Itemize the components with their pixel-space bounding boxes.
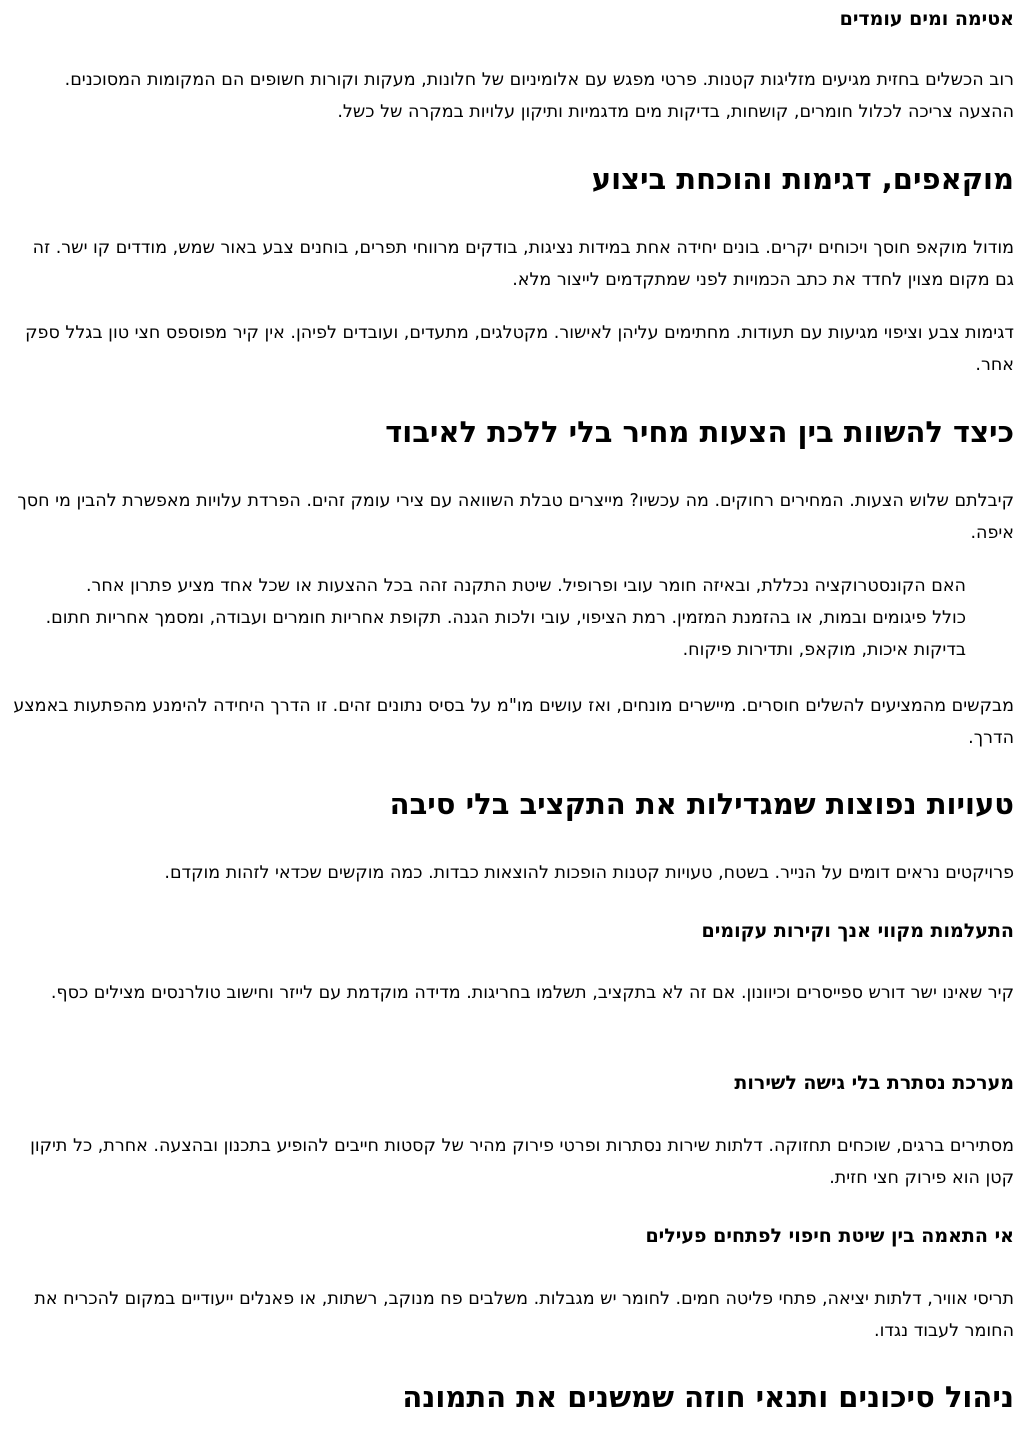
paragraph-compare-outro: מבקשים מהמציעים להשלים חוסרים. מיישרים מונחים, ואז עושים מו"מ על בסיס נתונים זהים. זו הדרך היחידה להימנע מהפתעות באמצע הדרך. (13, 696, 1014, 748)
subheading-plumb-lines: התעלמות מקווי אנך וקירות עקומים (701, 920, 1014, 942)
paragraph-active-openings: תריסי אוויר, דלתות יציאה, פתחי פליטה חמים. לחומר יש מגבלות. משלבים פח מנוקב, רשתות, או פאנלים ייעודיים במקום להכריח את החומר לעבוד נגדו. (34, 1289, 1014, 1341)
paragraph-plumb-lines: קיר שאינו ישר דורש ספייסרים וכיוונון. אם זה לא בתקציב, תשלמו בחריגות. מדידה מוקדמת עם לייזר וחישוב טולרנסים מצילים כסף. (50, 983, 1014, 1003)
paragraph-compare-intro: קיבלתם שלוש הצעות. המחירים רחוקים. מה עכשיו? מייצרים טבלת השוואה עם צירי עומק זהים. הפרדת עלויות מאפשרת להבין מי חסך איפה. (17, 491, 1014, 543)
section-heading-mistakes: טעויות נפוצות שמגדילות את התקציב בלי סיבה (389, 787, 1014, 821)
section-heading-mockups: מוקאפים, דגימות והוכחת ביצוע (591, 162, 1014, 196)
paragraph-mockups-2: דגימות צבע וציפוי מגיעות עם תעודות. מחתימים עליהן לאישור. מקטלגים, מתעדים, ועובדים לפיהן. אין קיר מפוספס חצי טון בגלל ספק אחר. (25, 323, 1014, 375)
subheading-hidden-system: מערכת נסתרת בלי גישה לשירות (734, 1072, 1014, 1094)
subheading-active-openings: אי התאמה בין שיטת חיפוי לפתחים פעילים (645, 1225, 1014, 1247)
compare-checklist (10, 570, 1014, 666)
paragraph-mockups-1: מודול מוקאפ חוסך ויכוחים יקרים. בונים יחידה אחת במידות נציגות, בודקים מרווחי תפרים, בוחנים צבע באור שמש, מודדים קו ישר. זה גם מקום מצוין לחדד את כתב הכמויות לפני שמתקדמים לייצור מלא. (32, 238, 1014, 290)
paragraph-mistakes-intro: פרויקטים נראים דומים על הנייר. בשטח, טעויות קטנות הופכות להוצאות כבדות. כמה מוקשים שכדאי לזהות מוקדם. (164, 863, 1014, 883)
section-heading-moisture: אטימה ומים עומדים (839, 8, 1014, 30)
section-heading-compare: כיצד להשוות בין הצעות מחיר בלי ללכת לאיבוד (385, 415, 1014, 449)
list-item: כולל פיגומים ובמות, או בהזמנת המזמין. רמת הציפוי, עובי ולכות הגנה. תקופת אחריות חומרים ועבודה, ומסמך אחריות חתום. בדיקות איכות, מוקאפ, ותדירות פיקוח. (45, 608, 966, 660)
list-item: האם הקונסטרוקציה נכללת, ובאיזה חומר עובי ופרופיל. שיטת התקנה זהה בכל ההצעות או שכל אחד מציע פתרון אחר. (85, 576, 966, 596)
paragraph-hidden-system: מסתירים ברגים, שוכחים תחזוקה. דלתות שירות נסתרות ופרטי פירוק מהיר של קסטות חייבים להופיע בתכנון ובהצעה. אחרת, כל תיקון קטן הוא פירוק חצי חזית. (30, 1136, 1014, 1188)
section-heading-risk: ניהול סיכונים ותנאי חוזה שמשנים את התמונה (402, 1380, 1014, 1414)
paragraph-moisture: רוב הכשלים בחזית מגיעים מזליגות קטנות. פרטי מפגש עם אלומיניום של חלונות, מעקות וקורות חשופים הם המקומות המסוכנים. ההצעה צריכה לכלול חומרים, קושחות, בדיקות מים מדגמיות ותיקון עלויות במקרה של כשל. (64, 70, 1014, 122)
